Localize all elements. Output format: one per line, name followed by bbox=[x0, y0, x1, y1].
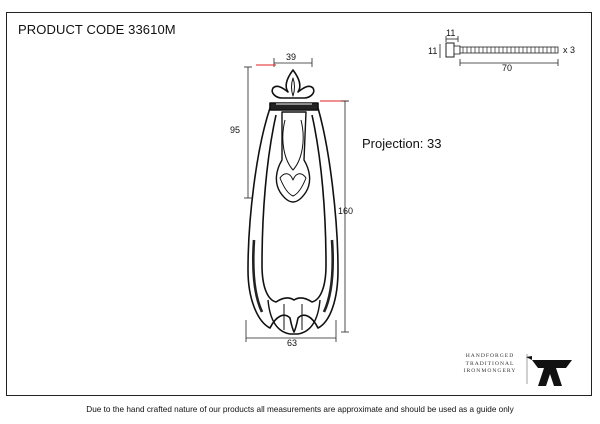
dim-height-total-label: 160 bbox=[338, 206, 354, 216]
brand-line-3: IRONMONGERY bbox=[463, 368, 517, 374]
brand-line-1: HANDFORGED bbox=[465, 353, 515, 359]
brand-line-2: TRADITIONAL bbox=[465, 360, 515, 367]
screw-length-label: 70 bbox=[502, 63, 513, 73]
dim-width-top-label: 39 bbox=[286, 52, 297, 62]
dim-width-bottom-label: 63 bbox=[287, 338, 298, 348]
screw-head-icon bbox=[446, 43, 454, 57]
screw-quantity-label: x 3 bbox=[563, 45, 576, 55]
screw-diagram bbox=[428, 28, 575, 73]
door-knocker-illustration bbox=[248, 70, 338, 334]
projection-label: Projection: 33 bbox=[362, 136, 442, 151]
footer-disclaimer: Due to the hand crafted nature of our products all measurements are approximate and should be used as a guide only bbox=[86, 405, 514, 414]
anvil-logo-icon bbox=[526, 354, 572, 386]
screw-head-height-label: 11 bbox=[428, 46, 438, 56]
screw-head-width-label: 11 bbox=[446, 28, 456, 38]
dim-height-upper-label: 95 bbox=[230, 125, 241, 135]
brand-text bbox=[455, 353, 525, 376]
product-code: PRODUCT CODE 33610M bbox=[18, 22, 176, 37]
